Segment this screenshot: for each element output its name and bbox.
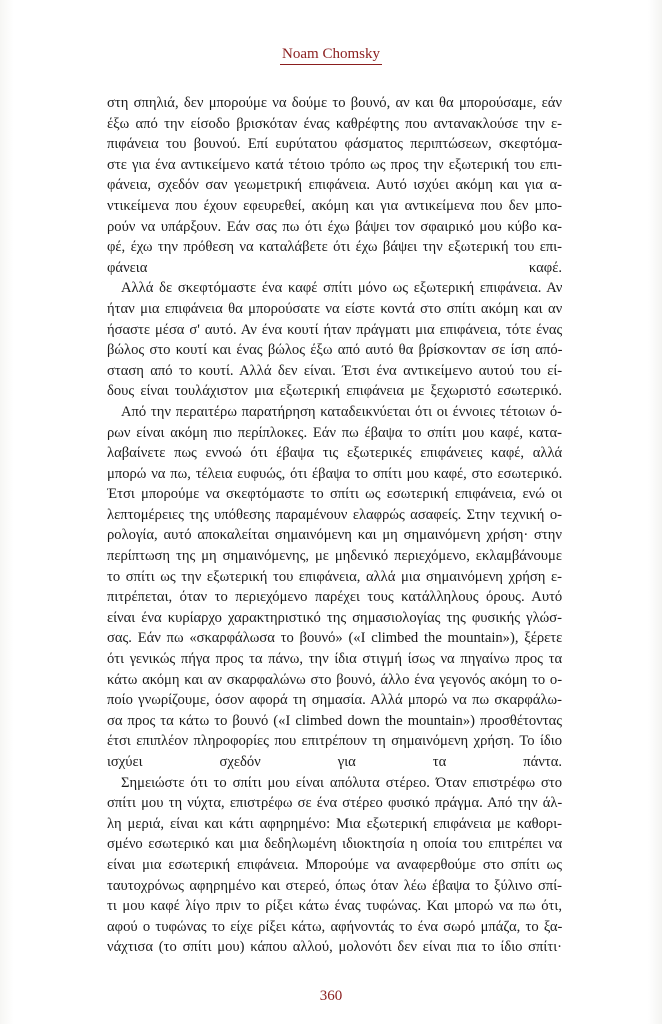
- text-line: λαβαίνετε πως εννοώ ότι έβαψα τις εξωτερικές επιφάνειες καφέ, αλλά: [107, 445, 562, 462]
- text-line: ότι γενικώς πήγα προς τα πάνω, την ίδια στιγμή ίσως να πηγαίνω προς τα: [107, 651, 562, 668]
- running-head-author: Noam Chomsky: [280, 46, 382, 65]
- text-line: λη μεριά, είναι και κάτι αφηρημένο: Μια εξωτερική επιφάνεια με καθορι-: [107, 815, 562, 832]
- text-line: ποίο γνωρίζουμε, όσον αφορά τη σημασία. Αλλά μπορώ να πω σκαρφάλω-: [107, 692, 562, 709]
- text-line: ταυτοχρόνως αφηρημένο και στερεό, όπως όταν λέω έβαψα το ξύλινο σπί-: [107, 877, 562, 894]
- text-line: είναι μια εσωτερική επιφάνεια. Μπορούμε να αναφερθούμε στο σπίτι ως: [107, 856, 562, 873]
- text-line: Σημειώστε ότι το σπίτι μου είναι απόλυτα στέρεο. Όταν επιστρέφω στο: [121, 774, 562, 791]
- text-line: ρων είναι ακόμη πιο περίπλοκες. Εάν πω έβαψα το σπίτι μου καφέ, κατα-: [107, 424, 562, 441]
- text-line: ντικείμενα που έχουν εφευρεθεί, ακόμη και για αντικείμενα που δεν μπο-: [107, 197, 562, 214]
- paragraph: [107, 278, 562, 402]
- text-line: νάχτισα (το σπίτι μου) κάπου αλλού, μολονότι δεν είναι πια το ίδιο σπίτι·: [107, 939, 562, 956]
- text-line: ρούν να υπάρξουν. Εάν σας πω ότι έχω βάψει τον σφαιρικό μου κύβο κα-: [107, 218, 562, 235]
- text-line: έξω από την είσοδο βρισκόταν ένας καθρέφτης που αντανακλούσε την ε-: [107, 115, 562, 132]
- text-line: Έτσι μπορούμε να σκεφτόμαστε το σπίτι ως εσωτερική επιφάνεια, ενώ οι: [107, 486, 562, 503]
- text-line: σπίτι μου τη νύχτα, επιστρέφω σε ένα στέρεο φυσικό πράγμα. Από την άλ-: [107, 795, 562, 812]
- text-line: Από την περαιτέρω παρατήρηση καταδεικνύεται ότι οι έννοιες τέτοιων ό-: [121, 403, 562, 420]
- paragraph: [107, 773, 562, 958]
- text-line: έτσι επιπλέον πληροφορίες που επιτρέπουν τη σημαινόμενη χρήση. Το ίδιο: [107, 733, 562, 750]
- paragraph: [107, 402, 562, 773]
- text-line: κάτω ακόμη και αν σκαρφαλώνω στο βουνό, άλλο ένα γεγονός ακόμη το ο-: [107, 671, 562, 688]
- text-line: δους είναι τουλάχιστον μια εξωτερική επιφάνεια με ξεχωριστό εσωτερικό.: [107, 383, 562, 400]
- text-line: φάνεια, σχεδόν σαν γεωμετρική επιφάνεια. Αυτό ισχύει ακόμη και για α-: [107, 177, 562, 194]
- body-text: [107, 93, 562, 958]
- text-line: τι μου καφέ λίγο πριν το ρίξει κάτω ένας τυφώνας. Και μπορώ να πω ότι,: [107, 898, 562, 915]
- text-line: ισχύει σχεδόν για τα πάντα.: [107, 754, 562, 770]
- page-number: 360: [319, 988, 343, 1004]
- text-line: στη σπηλιά, δεν μπορούμε να δούμε το βουνό, αν και θα μπορούσαμε, εάν: [107, 95, 562, 111]
- text-line: αφού ο τυφώνας το είχε ρίξει κάτω, αφήνοντάς το ένα σωρό μπάζα, το ξα-: [107, 918, 562, 935]
- text-line: στε για ένα αντικείμενο κατά τέτοιο τρόπο ως προς την εξωτερική του επι-: [107, 156, 562, 173]
- text-line: βώλος στο κουτί και ένας βώλος έξω από αυτό θα βρίσκονταν σε ίση από-: [107, 342, 562, 359]
- text-line: πιφάνεια του βουνού. Επί ευρύτατου φάσματος περιπτώσεων, σκεφτόμα-: [107, 136, 562, 153]
- running-head: [0, 46, 662, 65]
- text-line: λεπτομέρειες της υπόθεσης παραμένουν ελαφρώς ασαφείς. Στην τεχνική ο-: [107, 506, 562, 523]
- text-line: σταση από το κουτί. Αλλά δεν είναι. Έτσι ένα αντικείμενο αυτού του εί-: [107, 362, 562, 379]
- text-line: ρολογία, αυτό αποκαλείται σημαινόμενη και μη σημαινόμενη χρήση· στην: [107, 527, 562, 544]
- text-line: είναι ένα κυρίαρχο χαρακτηριστικό της σημασιολογίας της φυσικής γλώσ-: [107, 609, 562, 626]
- text-line: ήταν μια επιφάνεια θα μπορούσατε να είστε κοντά στο σπίτι ακόμη και αν: [107, 300, 562, 317]
- text-line: φάνεια καφέ.: [107, 259, 562, 276]
- text-line: μπορώ να πω, τέλεια ευφυώς, ότι έβαψα το σπίτι μου καφέ, στο εσωτερικό.: [107, 465, 562, 482]
- text-line: το σπίτι ως την εξωτερική του επιφάνεια, αλλά μια σημαινόμενη χρήση ε-: [107, 568, 562, 585]
- text-line: σας. Εάν πω «σκαρφάλωσα το βουνό» («I climbed the mountain»), ξέρετε: [107, 630, 562, 647]
- text-line: φέ, έχω την πρόθεση να καταλάβετε ότι έχω βάψει την εξωτερική του επι-: [107, 239, 562, 256]
- text-line: Αλλά δε σκεφτόμαστε ένα καφέ σπίτι μόνο ως εξωτερική επιφάνεια. Αν: [121, 280, 562, 297]
- text-line: σα προς τα κάτω το βουνό («I climbed down the mountain») προσθέτοντας: [107, 712, 562, 729]
- text-line: περίπτωση της μη σημαινόμενης, με μηδενικό περιεχόμενο, εκλαμβάνουμε: [107, 548, 562, 565]
- text-line: πιτρέπεται, όταν το περιεχόμενο παρέχει τους κατάλληλους όρους. Αυτό: [107, 589, 562, 606]
- text-line: σμένο εσωτερικό και μια δεδηλωμένη ιδιοκτησία η οποία του επιτρέπει να: [107, 836, 562, 853]
- paragraph: [107, 93, 562, 278]
- text-line: ήσαστε μέσα σ' αυτό. Αν ένα κουτί ήταν πράγματι μια επιφάνεια, τότε ένας: [107, 321, 562, 338]
